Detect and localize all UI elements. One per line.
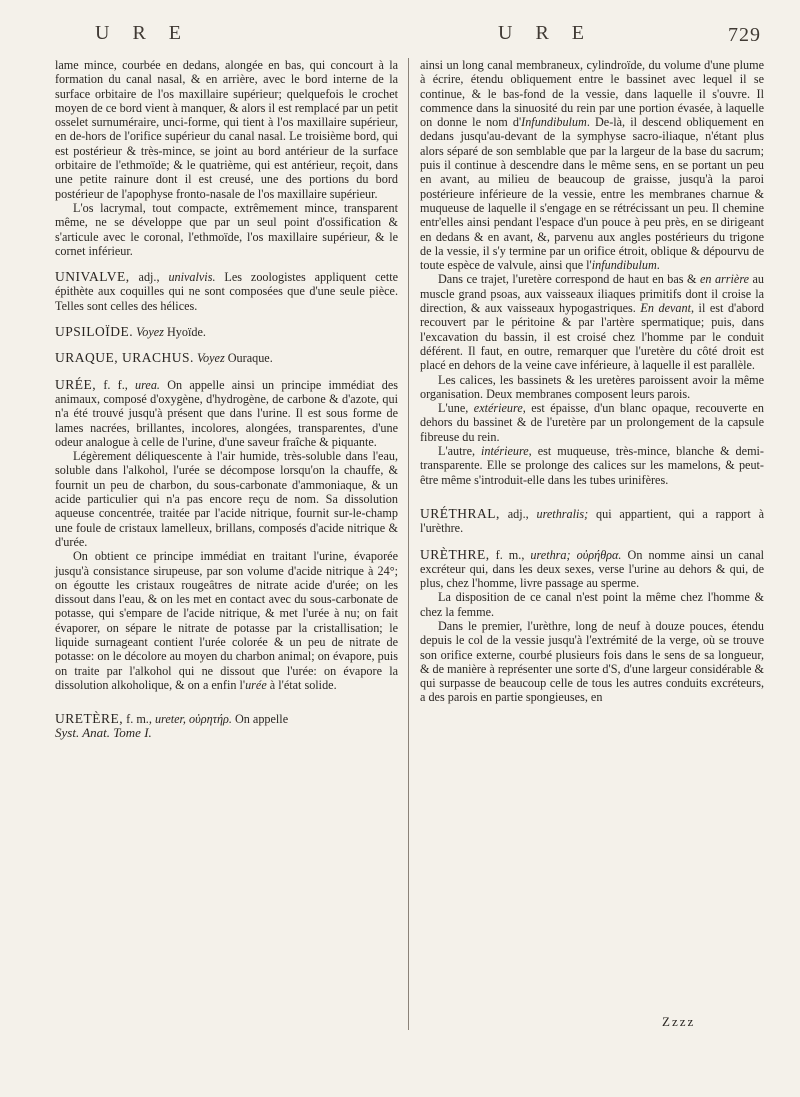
entry-urethral — [420, 507, 764, 536]
target-upsiloide: Hyoïde. — [166, 325, 206, 340]
grammar-urethral: adj., — [507, 506, 529, 521]
uree-p3-a: On obtient ce principe immédiat en traitant l'urine, évaporée jusqu'à consistance sirupeuse, par son volume d'acide nitrique à 24°; on égoutte les cristaux rougeâtres de nitrate acide d'urée; on les dissout dans l'eau, & on les met en contact avec du sous-carbonate de potasse, qui s'empare de l'acide nitrique, & met l'urée à nu; on fait évaporer, on sépare le nitrate de potasse par la cristallisation; le liquide surnageant contient l'urée colorée & un peu de nitrate de potasse: on le décolore au moyen du charbon animal; on évapore, puis on traite par l'alkohol qui ne dissout que l'urée: on évapore la dissolution alkoholique, & on a enfin l' — [55, 549, 398, 692]
interne-paragraph — [420, 444, 764, 487]
headword-uraque: URAQUE, URACHUS. — [55, 350, 194, 366]
uretere-cont-a: ainsi un long canal membraneux, cylindroïde, du volume d'une plume à écrire, étendu obliquement entre le bassinet avec lequel il se continue, & le bas-fond de la vessie, dans laquelle il s'ouvre. Il commence dans la sinuosité du rein par une portion évasée, à laquelle on donne le nom d' — [420, 58, 764, 130]
headword-urethre: URÈTHRE, — [420, 546, 490, 562]
trajet-a: Dans ce trajet, l'uretère correspond de haut en bas & — [438, 272, 700, 287]
column-divider — [408, 58, 409, 1030]
uretere-cont-it: Infundibulum — [521, 115, 587, 130]
latin-uretere: ureter, — [154, 712, 186, 727]
trajet-it: en arrière — [699, 272, 750, 287]
entry-uretere — [55, 712, 398, 726]
headword-urethral: URÉTHRAL, — [420, 505, 500, 521]
urethre-paragraph-3: Dans le premier, l'urèthre, long de neuf à douze pouces, étendu depuis le col de la vessie jusqu'à l'extrémité de la verge, où se trouve son orifice externe, courbé plusieurs fois dans le sens de sa longueur, & de manière à représenter une sorte d'S, d'une largeur considérable & qui surpasse de beaucoup celle de tous les autres conduits excréteurs, a des parois en partie spongieuses, en — [420, 618, 764, 705]
uree-paragraph-3 — [55, 549, 398, 692]
headword-upsiloide: UPSILOÏDE. — [55, 324, 134, 340]
entry-uraque — [55, 351, 398, 365]
see-uraque: Voyez — [196, 351, 225, 366]
page-number: 729 — [728, 24, 761, 46]
urethre-paragraph-2: La disposition de ce canal n'est point la même chez l'homme & chez la femme. — [420, 590, 764, 619]
entry-uree — [55, 378, 398, 449]
calices-paragraph: Les calices, les bassinets & les uretères paroissent avoir la même organisation. Deux membranes composent leurs parois. — [420, 372, 764, 401]
trajet-it2: En devant — [640, 301, 691, 316]
text-univalve: Les zoologistes appliquent cette épithète aux coquilles qui ne sont composées que d'une seule pièce. Telles sont celles des hélices. — [55, 270, 398, 313]
latin-univalve: univalvis. — [168, 270, 216, 285]
uree-p3-it: urée — [245, 677, 267, 692]
trajet-b: au muscle grand psoas, aux vaisseaux iliaques primitifs dont il croise la direction, & aux vaisseaux hypogastriques. — [420, 272, 765, 316]
interne-b: , est muqueuse, très-mince, blanche & demi-transparente. Elle se prolonge des calices sur les mamelons, & peut-être même s'introduit-elle dans les tubes urinifères. — [420, 444, 764, 487]
trajet-c: , il est d'abord recouvert par le péritoine & par l'artère spermatique; puis, dans l'excavation du bassin, il est croisé chez l'homme par le conduit déférent. Il faut, en outre, remarquer que l'uretère du côté droit est placé en dehors de la veine cave inférieure, à laquelle il est parallèle. — [420, 301, 764, 373]
continuation-paragraph: lame mince, courbée en dedans, alongée en bas, qui concourt à la formation du canal nasal, & en arrière, avec le bord interne de la surface orbitaire de l'os maxillaire supérieur; quelquefois le crochet moyen de ce bord vient à manquer, & alors il est remplacé par un petit osselet surnuméraire, unci-forme, qui tient à l'os maxillaire supérieur, en de-hors de l'orifice supérieur du canal nasal. Le troisième bord, qui est postérieur & très-mince, se joint au bord antérieur de la surface orbitaire de l'ethmoïde; & le quatrième, qui est antérieur, reçoit, dans une petite rainure dont il est creusé, une des portions du bord postérieur de l'apophyse fronto-nasale de l'os maxillaire supérieur. — [55, 58, 399, 201]
externe-a: L'une, — [438, 401, 474, 416]
text-urethral: qui appartient, qui a rapport à l'urèthre. — [420, 506, 765, 536]
text-urethre-p1: On nomme ainsi un canal excréteur qui, dans les deux sexes, verse l'urine au dehors & qui, de plus, chez l'homme, livre passage au sperme. — [420, 547, 764, 591]
externe-b: , est épaisse, d'un blanc opaque, recouverte en dehors du bassinet & de l'uretère par un prolongement de la capsule fibreuse du rein. — [420, 401, 764, 444]
externe-paragraph — [420, 401, 764, 444]
greek-urethre: οὐρήθρα. — [576, 547, 622, 562]
grammar-uretere: f. m., — [126, 712, 152, 727]
text-uree-p1: On appelle ainsi un principe immédiat des animaux, composé d'oxygène, d'hydrogène, de carbone & d'azote, qui n'a été trouvé jusqu'à présent que dans l'urine. Il est sous forme de lames nacrées, brillantes, incolores, alongées, transparentes, d'une odeur analogue à celle de l'urine, d'une saveur fraîche & piquante. — [55, 377, 399, 449]
left-column — [55, 58, 398, 741]
grammar-uree: f. f., — [103, 377, 128, 392]
headword-univalve: UNIVALVE, — [55, 269, 130, 285]
uretere-cont-c: . — [656, 258, 660, 273]
entry-urethre — [420, 548, 764, 591]
running-head-right: U R E — [498, 22, 593, 44]
uretere-cont-b: . De-là, il descend obliquement en dedans jusqu'au-devant de la symphyse sacro-iliaque, n'étant plus alors séparé de son semblable que par la largeur de la base du sacrum; puis il continue à descendre dans le même sens, en se portant un peu en avant, au milieu de beaucoup de graisse, jusqu'à la paroi postérieure inférieure de la vessie, entre les membranes charnue & muqueuse de laquelle il s'engage en se rétrécissant un peu. Il chemine entr'elles ainsi pendant l'espace d'un pouce à peu près, en se dirigeant en dedans & en avant, &, parvenu aux angles postérieurs du trigone de la vessie, il s'y termine par un orifice étroit, oblique & dépourvu de toute espèce de valvule, ainsi que l' — [420, 115, 764, 273]
grammar-univalve: adj., — [138, 270, 160, 285]
latin-urethral: urethralis; — [536, 506, 589, 521]
externe-it: extérieure — [473, 401, 523, 416]
right-column — [420, 58, 764, 705]
greek-uretere: οὐρητήρ. — [189, 712, 232, 727]
grammar-urethre: f. m., — [495, 547, 525, 562]
see-upsiloide: Voyez — [136, 325, 164, 340]
interne-it: intérieure — [481, 444, 529, 459]
entry-univalve — [55, 270, 398, 313]
signature-mark: Zzzz — [662, 1014, 696, 1029]
lacrymal-paragraph: L'os lacrymal, tout compacte, extrêmement mince, transparent même, ne se développe que par un seul point d'ossification & s'articule avec le coronal, l'ethmoïde, l'os maxillaire supérieur, & le cornet inférieur. — [55, 200, 398, 258]
entry-upsiloide — [55, 325, 398, 339]
interne-a: L'autre, — [438, 444, 482, 459]
uretere-continuation — [420, 58, 764, 272]
running-head-left: U R E — [95, 22, 190, 44]
trajet-paragraph — [420, 272, 764, 372]
uree-paragraph-2: Légèrement déliquescente à l'air humide, très-soluble dans l'eau, soluble dans l'alkohol, l'urée se décompose lorsqu'on la chauffe, & fournit un peu de charbon, du sous-carbonate d'ammoniaque, & un acide particulier qui n'a pas encore reçu de nom. Sa dissolution aqueuse concentrée, traitée par l'acide nitrique, fournit sur-le-champ une foule de cristaux lamelleux, brillans, composés d'acide nitrique & d'urée. — [55, 449, 398, 549]
latin-urethre: urethra; — [530, 547, 571, 562]
target-uraque: Ouraque. — [227, 351, 273, 366]
headword-uree: URÉE, — [55, 376, 97, 392]
volume-footer: Syst. Anat. Tome I. — [55, 725, 152, 741]
latin-uree: urea. — [135, 377, 160, 392]
uretere-cont-it2: infundibulum — [591, 258, 657, 273]
text-uretere: On appelle — [234, 712, 289, 727]
headword-uretere: URETÈRE, — [55, 711, 124, 727]
uree-p3-b: à l'état solide. — [266, 677, 337, 692]
